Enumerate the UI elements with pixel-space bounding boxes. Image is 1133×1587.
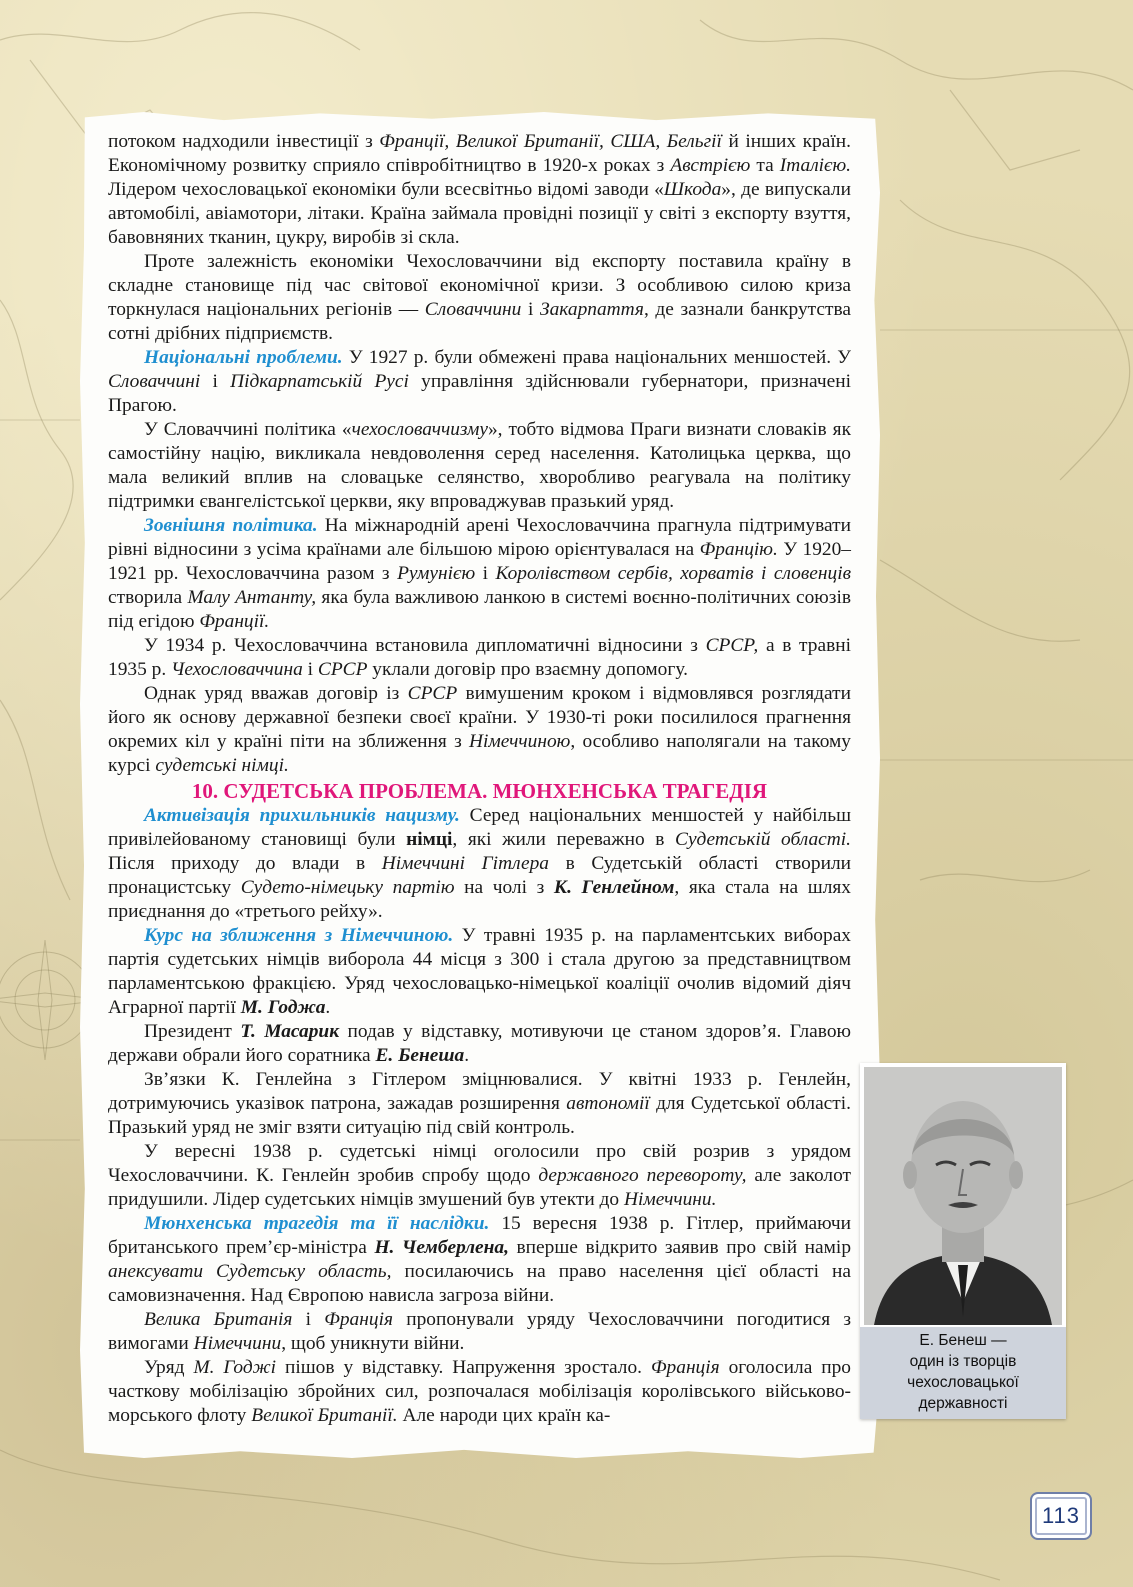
- text-run: Франції, Великої Британії, США, Бельгії: [379, 131, 722, 152]
- text-run: посилаючись на право населення цієї області на самовизначення. Над Європою нависла загроза війни.: [108, 1261, 852, 1306]
- paragraph: [108, 1212, 851, 1308]
- text-run: і: [475, 563, 496, 584]
- text-run: Словаччині: [108, 371, 201, 392]
- text-run: Німеччини: [193, 1333, 282, 1354]
- paragraph: [108, 1308, 851, 1356]
- text-run: створила: [108, 587, 188, 608]
- text-run: Уряд: [144, 1357, 194, 1378]
- text-run: Проте залежність економіки Чехословаччини від експорту поставила країну в складне становище під час світової економічної кризи. З особливою силою криза торкнулася національних регіонів —: [108, 251, 851, 320]
- section-title: [108, 778, 851, 804]
- text-run: У 1920–1921 рр. Чехословаччина разом з: [108, 539, 851, 584]
- text-run: .: [464, 1045, 470, 1066]
- text-run: і: [302, 659, 318, 680]
- text-run: М. Годжа: [240, 997, 326, 1018]
- text-run: анексувати Судетську область,: [108, 1261, 392, 1282]
- text-run: Після приходу до влади в: [108, 853, 382, 874]
- paragraph: [108, 924, 851, 1020]
- text-run: уклали договір про взаємну допомогу.: [367, 659, 688, 680]
- paragraph: [108, 418, 851, 514]
- text-run: Чехословаччина: [171, 659, 303, 680]
- text-run: У Словаччині політика «: [144, 419, 352, 440]
- paragraph: [108, 514, 851, 634]
- text-run: Францію.: [699, 539, 778, 560]
- paragraph: [108, 1356, 851, 1428]
- text-run: СРСР: [317, 659, 368, 680]
- run-in-heading: Курс на зближення з Німеччиною.: [144, 925, 454, 946]
- text-run: Е. Бенеша: [375, 1045, 465, 1066]
- text-run: К. Генлейном: [553, 877, 675, 898]
- text-run: СРСР,: [705, 635, 759, 656]
- text-run: Лідером чехословацької економіки були всесвітньо відомі заводи «: [108, 179, 664, 200]
- text-run: У травні 1935 р. на парламентських виборах партія судетських німців виборола 44 місця з 300 і стала другою за представництвом парламентською фракцією. Уряд чехословацько-німецької коаліції очолив відомий діяч Аграрної партії: [108, 925, 852, 1018]
- text-run: на чолі з: [454, 877, 554, 898]
- text-run: а в травні 1935 р.: [108, 635, 851, 680]
- caption-line: чехословацької: [907, 1374, 1019, 1391]
- text-run: пішов у відставку. Напруження зростало.: [276, 1357, 651, 1378]
- text-run: в Судетській області створили пронацистську: [108, 853, 851, 898]
- text-run: Шкода: [663, 179, 722, 200]
- text-run: Німеччини.: [623, 1189, 717, 1210]
- text-run: У 1927 р. були обмежені права національних меншостей. У: [342, 347, 851, 368]
- paragraph: [108, 1020, 851, 1068]
- run-in-heading: Активізація прихильників нацизму.: [144, 805, 460, 826]
- text-run: 15 вересня 1938 р. Гітлер, приймаючи британського прем’єр-міністра: [108, 1213, 852, 1258]
- text-run: вимушеним кроком і відмовлявся розглядати його як основу державної безпеки своєї країни. У 1930-ті роки посилилося прагнення окремих кіл у країні піти на зближення з: [108, 683, 852, 752]
- text-run: Румунією: [397, 563, 476, 584]
- paragraph: [108, 634, 851, 682]
- text-run: німці: [406, 829, 453, 850]
- run-in-heading: Зовнішня політика.: [144, 515, 318, 536]
- text-run: пропонували уряду Чехословаччини погодитися з вимогами: [108, 1309, 851, 1354]
- text-run: але заколот придушили. Лідер судетських німців змушений був утекти до: [108, 1165, 851, 1210]
- text-run: Малу Антанту,: [187, 587, 317, 608]
- text-run: Серед національних меншостей у найбільш привілейованому становищі були: [108, 805, 851, 850]
- text-run: Німеччиною: [469, 731, 571, 752]
- text-run: , які жили переважно в: [452, 829, 676, 850]
- text-run: для Судетської області. Празький уряд не зміг взяти ситуацію під свій контроль.: [108, 1093, 851, 1138]
- text-run: У 1934 р. Чехословаччина встановила дипломатичні відносини з: [144, 635, 706, 656]
- paragraph: [108, 804, 851, 924]
- text-run: СРСР: [407, 683, 458, 704]
- text-run: Франція: [650, 1357, 720, 1378]
- paragraph: [108, 130, 851, 250]
- text-run: Великої Британії.: [251, 1405, 398, 1426]
- benes-portrait-image: [864, 1067, 1062, 1325]
- run-in-heading: Національні проблеми.: [144, 347, 343, 368]
- text-run: подав у відставку, мотивуючи це станом здоров’я. Главою держави обрали його соратника: [108, 1021, 851, 1066]
- text-run: Велика Британія: [144, 1309, 293, 1330]
- caption-line: один із творців: [909, 1353, 1017, 1370]
- text-run: Італією.: [779, 155, 852, 176]
- text-run: Королівством сербів, хорватів і словенців: [495, 563, 851, 584]
- text-run: і: [292, 1309, 325, 1330]
- text-run: Однак уряд вважав договір із: [144, 683, 408, 704]
- text-run: управління здійснювали губернатори, призначені Прагою.: [108, 371, 851, 416]
- text-run: державного перевороту,: [538, 1165, 747, 1186]
- paragraph: [108, 346, 851, 418]
- text-run: На міжнародній арені Чехословаччина прагнула підтримувати рівні відносини з усіма країнами але більшою мірою орієнтувалася на: [108, 515, 851, 560]
- page-number: 113: [1030, 1492, 1092, 1540]
- run-in-heading: Мюнхенська трагедія та її наслідки.: [144, 1213, 490, 1234]
- text-run: автономії: [566, 1093, 650, 1114]
- portrait-caption: [860, 1327, 1066, 1419]
- text-run: Т. Масарик: [240, 1021, 340, 1042]
- text-run: Словаччини: [424, 299, 522, 320]
- text-run: , особливо наполягали на такому курсі: [108, 731, 851, 776]
- text-run: і: [521, 299, 541, 320]
- text-run: , щоб уникнути війни.: [281, 1333, 465, 1354]
- text-run: і: [200, 371, 231, 392]
- text-run: Н. Чемберлена,: [374, 1237, 509, 1258]
- text-run: Президент: [144, 1021, 241, 1042]
- text-run: Австрією: [670, 155, 751, 176]
- text-run: .: [325, 997, 331, 1018]
- text-run: Судето-німецьку партію: [240, 877, 455, 898]
- text-run: вперше відкрито заявив про свій намір: [508, 1237, 852, 1258]
- caption-line: державності: [918, 1395, 1008, 1412]
- text-run: Франції.: [199, 611, 270, 632]
- text-run: », тобто відмова Праги визнати словаків як самостійну націю, викликала невдоволення серед населення. Католицька церква, що мала великий вплив на словацьке селянство, хворобливо реагувала на політику підтримки євангелістської церкви, яку впроваджував празький уряд.: [108, 419, 851, 512]
- paragraph: [108, 1140, 851, 1212]
- text-run: Франція: [324, 1309, 393, 1330]
- text-run: Але народи цих країн ка-: [397, 1405, 611, 1426]
- text-run: Підкарпатській Русі: [230, 371, 409, 392]
- paragraph: [108, 1068, 851, 1140]
- text-run: та: [750, 155, 780, 176]
- body-text: [108, 130, 851, 1428]
- text-run: й інших країн. Економічному розвитку сприяло співробітництво в 1920-х роках з: [108, 131, 851, 176]
- text-run: яка була важливою ланкою в системі воєнно-політичних союзів під егідою: [108, 587, 851, 632]
- paragraph: [108, 250, 851, 346]
- text-run: », де випускали автомобілі, авіамотори, літаки. Країна займала провідні позиції у світі з експорту взуття, бавовняних тканин, цукру, виробів зі скла.: [108, 179, 851, 248]
- text-run: потоком надходили інвестиції з: [108, 131, 380, 152]
- text-run: Німеччині Гітлера: [381, 853, 550, 874]
- text-run: Судетській області.: [675, 829, 851, 850]
- text-run: У вересні 1938 р. судетські німці оголосили про свій розрив з урядом Чехословаччини. К. Генлейн зробив спробу щодо: [108, 1141, 851, 1186]
- portrait-figure: [860, 1063, 1066, 1419]
- text-run: чехословаччизму: [351, 419, 488, 440]
- text-run: Зв’язки К. Генлейна з Гітлером зміцнювалися. У квітні 1933 р. Генлейн, дотримуючись указівок патрона, зажадав розширення: [108, 1069, 851, 1114]
- text-run: Закарпаття: [540, 299, 644, 320]
- caption-line: Е. Бенеш —: [919, 1332, 1007, 1349]
- text-run: оголосила про часткову мобілізацію збройних сил, розпочалася мобілізація королівського військово-морського флоту: [108, 1357, 851, 1426]
- text-run: , яка стала на шлях приєднання до «третього рейху».: [108, 877, 851, 922]
- text-run: 10. СУДЕТСЬКА ПРОБЛЕМА. МЮНХЕНСЬКА ТРАГЕДІЯ: [191, 779, 768, 803]
- text-run: , де зазнали банкрутства сотні дрібних підприємств.: [108, 299, 851, 344]
- paragraph: [108, 682, 851, 778]
- text-run: судетські німці.: [155, 755, 289, 776]
- text-run: М. Годжі: [193, 1357, 277, 1378]
